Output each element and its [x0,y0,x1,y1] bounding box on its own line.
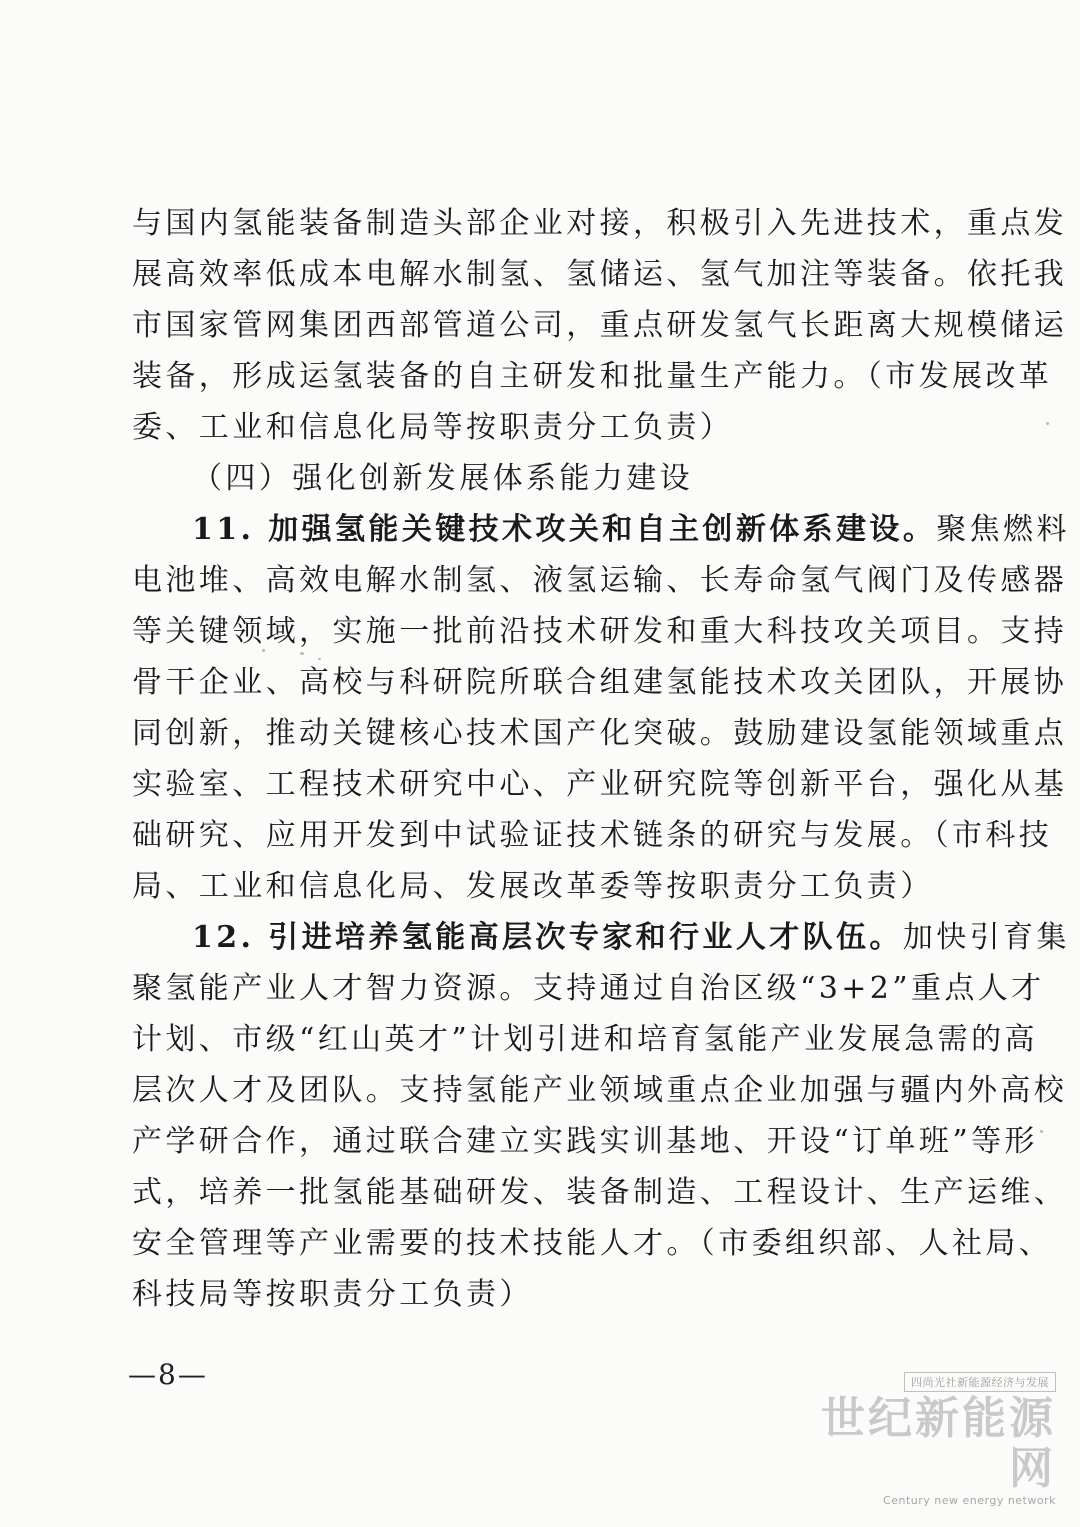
scan-speck [300,652,304,655]
text-line: 安全管理等产业需要的技术技能人才。（市委组织部、人社局、 [132,1226,1053,1261]
text-line: 与国内氢能装备制造头部企业对接，积极引入先进技术，重点发 [132,206,1068,241]
watermark-logo-text: 世纪新能源网 [821,1393,1056,1494]
text-line: 市国家管网集团西部管道公司，重点研发氢气长距离大规模储运 [132,308,1068,343]
watermark-tag: 四尚光社新能源经济与发展 [904,1372,1056,1392]
text-line: 层次人才及团队。支持氢能产业领域重点企业加强与疆内外高校 [132,1073,1068,1108]
scan-speck [318,658,321,660]
item-11-first-line-text: 聚焦燃料 [936,512,1070,547]
text-line: 装备，形成运氢装备的自主研发和批量生产能力。（市发展改革 [132,359,1053,394]
item-11 [132,504,1070,912]
watermark-subtitle: Century new energy network [883,1494,1056,1507]
scan-speck [1046,422,1049,425]
text-line: 聚氢能产业人才智力资源。支持通过自治区级“3+2”重点人才 [132,971,1045,1006]
text-line: 骨干企业、高校与科研院所联合组建氢能技术攻关团队，开展协 [132,665,1068,700]
text-line: 础研究、应用开发到中试验证技术链条的研究与发展。（市科技 [132,818,1053,853]
item-11-first-line [132,504,1070,555]
watermark [806,1371,1056,1507]
section-heading: （四）强化创新发展体系能力建设 [192,461,693,496]
text-line: 产学研合作，通过联合建立实践实训基地、开设“订单班”等形 [132,1124,1038,1159]
text-line: 电池堆、高效电解水制氢、液氢运输、长寿命氢气阀门及传感器 [132,563,1068,598]
text-line: 展高效率低成本电解水制氢、氢储运、氢气加注等装备。依托我 [132,257,1068,292]
text-line: 实验室、工程技术研究中心、产业研究院等创新平台，强化从基 [132,767,1068,802]
item-12 [132,912,1070,1320]
item-12-title: 12. 引进培养氢能高层次专家和行业人才队伍。 [192,920,903,955]
scan-speck [1040,1130,1043,1133]
text-line: 等关键领域，实施一批前沿技术研发和重大科技攻关项目。支持 [132,614,1068,649]
page-number: —8— [128,1358,208,1391]
paragraph-equipment [132,198,1068,453]
text-line: 同创新，推动关键核心技术国产化突破。鼓励建设氢能领域重点 [132,716,1068,751]
item-12-first-line [132,912,1070,963]
document-body [132,198,1070,1320]
text-line: 委、工业和信息化局等按职责分工负责） [132,410,734,445]
text-line: 局、工业和信息化局、发展改革委等按职责分工负责） [132,869,934,904]
item-12-first-line-text: 加快引育集 [902,920,1070,955]
text-line: 科技局等按职责分工负责） [132,1277,533,1312]
text-line: 式，培养一批氢能基础研发、装备制造、工程设计、生产运维、 [132,1175,1068,1210]
item-11-title: 11. 加强氢能关键技术攻关和自主创新体系建设。 [192,512,937,547]
text-line: 计划、市级“红山英才”计划引进和培育氢能产业发展急需的高 [132,1022,1038,1057]
scan-speck [262,649,265,652]
